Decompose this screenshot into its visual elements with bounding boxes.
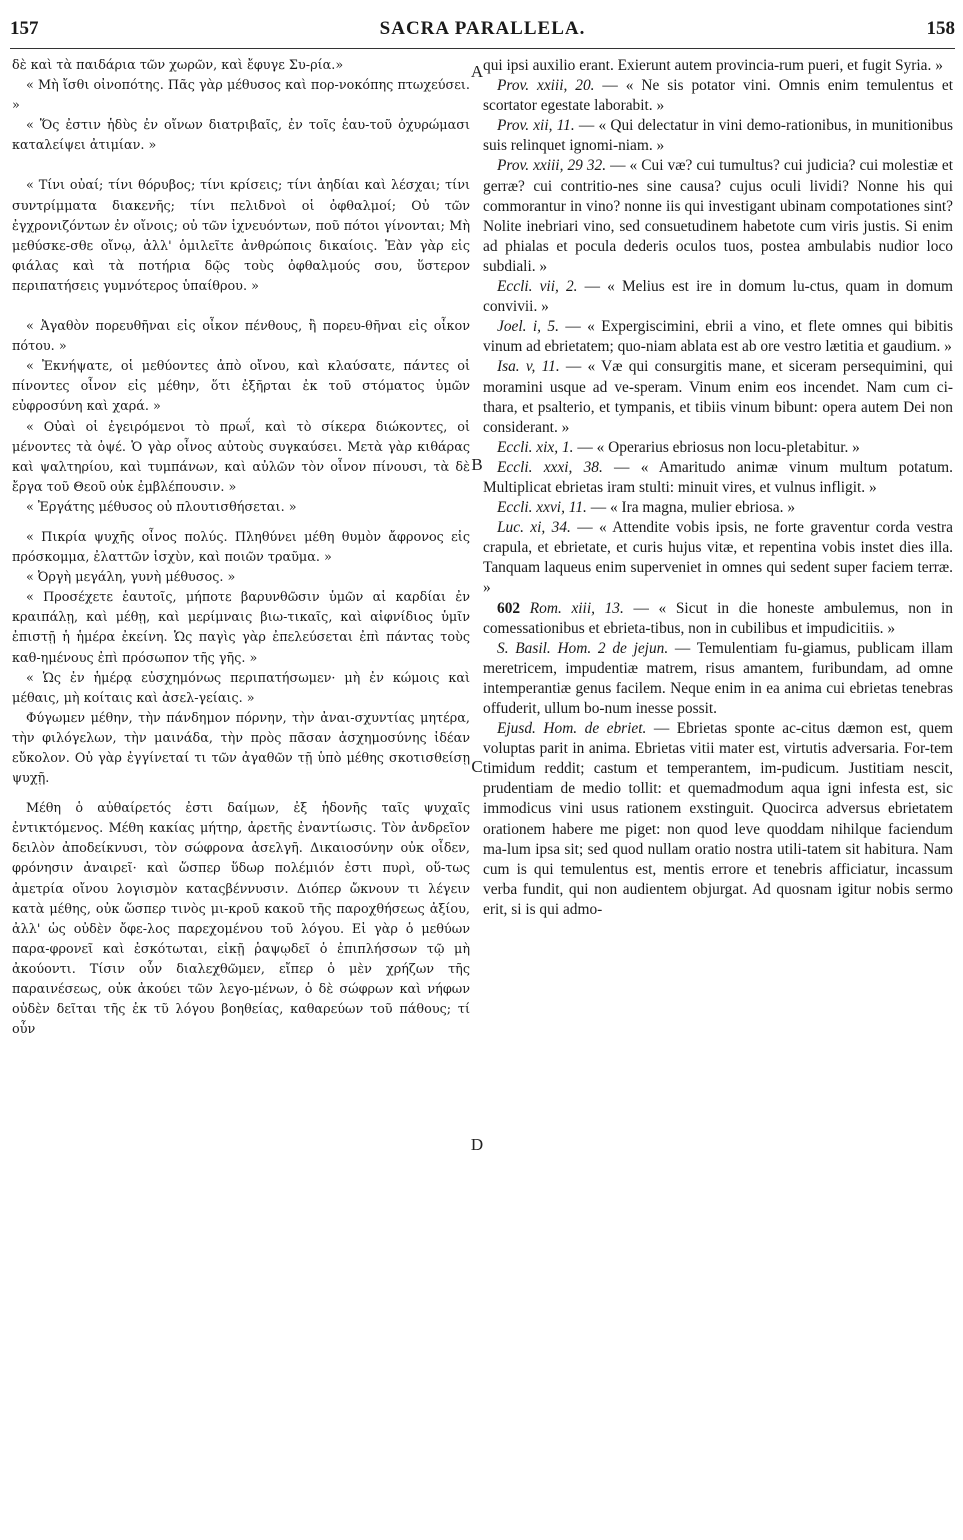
latin-paragraph: Isa. v, 11. — « Væ qui consurgitis mane, et siceram persequimini, qui moramini usque ad ve-speram. Vinum enim eos incendet. Nam cum ci-thara, et psalterio, et tympanis, et tibiis vinum bibunt: opera autem Dei non considerant. » bbox=[483, 358, 953, 436]
latin-paragraph: Ejusd. Hom. de ebriet. — Ebrietas sponte ac-citus dæmon est, quem voluptas parit in anima. Ebrietas vitii mater est, virtutis adversaria. For-tem timidum reddit; castum et temperantem, im-pudicum. Justitiam nescit, prudentiam de medio tollit: et quemadmodum aqua igni infesta est, sic immodicus vini usus rationem exstinguit. Quocirca adversus ebrietatem orationem habere me piget: non quod leve quoddam nihilque faciendum ma-lum ipsa sit; sed quod nullam oratio nostra utili-tatem sit habitura. Nam cum is qui temulentus est, mentis errore et tenebris afficiatur, incassum verba fundit, qui non audientem objurgat. Ad quosnam igitur nobis sermo erit, si is qui admo- bbox=[483, 720, 953, 918]
greek-paragraph: « Ἀγαθὸν πορευθῆναι εἰς οἶκον πένθους, ἢ πορευ-θῆναι εἰς οἶκον πότου. » bbox=[12, 319, 470, 355]
page-number-right: 158 bbox=[926, 18, 955, 39]
latin-paragraph: Eccli. xxxi, 38. — « Amaritudo animæ vinum multum potatum. Multiplicat ebrietas iram stulti: minuit vires, et vulnus infligit. » bbox=[483, 458, 953, 496]
scripture-reference: Isa. v, 11. bbox=[497, 358, 560, 376]
greek-paragraph: Φύγωμεν μέθην, τὴν πάνδημον πόρνην, τὴν ἀναι-σχυντίας μητέρα, τὴν φιλόγελων, τὴν μαινάδα, τὴν πρὸς πᾶσαν ἀσχημοσύνης ἰδέαν εὔκολον. Οὐ γὰρ ἐγγίνεταί τι τῶν ἀγαθῶν τῇ ὑπὸ μέθης σκοτισθείσῃ ψυχῇ. bbox=[12, 710, 470, 787]
greek-paragraph: « Προσέχετε ἑαυτοῖς, μήποτε βαρυνθῶσιν ὑμῶν αἱ καρδίαι ἐν κραιπάλῃ, καὶ μέθῃ, καὶ μερίμναις βιω-τικαῖς, καὶ αἰφνίδιος ὑμῖν ἐπιστῇ ἡ ἡμέρα ἐκείνη. Ὡς παγὶς γὰρ ἐπελεύσεται ἐπὶ πάντας τοὺς καθ-ημένους ἐπὶ πρόσωπον τῆς γῆς. » bbox=[12, 590, 470, 666]
column-number: 602 bbox=[497, 599, 521, 617]
greek-paragraph: « Ἐργάτης μέθυσος οὐ πλουτισθήσεται. » bbox=[26, 499, 297, 515]
scripture-reference: Prov. xii, 11. bbox=[497, 117, 575, 135]
latin-paragraph: Prov. xxiii, 20. — « Ne sis potator vini. Omnis enim temulentus et scortator egestate laborabit. » bbox=[483, 77, 953, 115]
scripture-reference: S. Basil. Hom. 2 de jejun. bbox=[497, 639, 669, 657]
scripture-reference: Eccli. vii, 2. bbox=[497, 278, 578, 296]
greek-paragraph: Μέθη ὁ αὐθαίρετός ἐστι δαίμων, ἐξ ἡδονῆς ταῖς ψυχαῖς ἐντικτόμενος. Μέθη κακίας μήτηρ, ἀρετῆς ἐναντίωσις. Τὸν ἀνδρεῖον δειλὸν ἀποδείκνυσι, τὸν σώφρονα ἀσελγῆ. Δικαιοσύνην οὐκ οἶδεν, φρόνησιν ἀναιρεῖ· καὶ ὥσπερ ὕδωρ πολέμιόν ἐστι πυρὶ, οὕ-τως ἀμετρία οἴνου λογισμὸν καταςβέννυσιν. Διόπερ ὤκνουν τι λέγειν κατὰ μέθης, οὐκ ὥσπερ τινὸς μι-κροῦ κακοῦ τῆς παροχθήσεως ἀξίου, ἀλλ' ὡς οὐδὲν ὄφε-λος παρεχομένου τοῦ λόγου. Εἰ γὰρ ὁ μεθύων παρα-φρονεῖ καὶ ἐσκότωται, εἰκῇ ῥαψῳδεῖ ὁ ἐπιπλήσσων τῷ μὴ ἀκούοντι. Τίσιν οὖν διαλεχθῶμεν, εἴπερ ὁ μὲν χρήζων τῆς παραινέσεως, οὐκ ἀκούει τῶν λεγο-μένων, ὁ δὲ σώφρων καὶ νήφων οὐδὲν δεῖται τῆς ἐκ τῦ λόγου βοηθείας, καθαρεύων τοῦ πάθους; τί οὖν bbox=[12, 801, 470, 1038]
greek-paragraph: « Ὡς ἐν ἡμέρᾳ εὐσχημόνως περιπατήσωμεν· μὴ ἐν κώμοις καὶ μέθαις, μὴ κοίταις καὶ ἀσελ-γείαις. » bbox=[12, 670, 470, 706]
greek-paragraph: « Οὐαὶ οἱ ἐγειρόμενοι τὸ πρωΐ, καὶ τὸ σίκερα διώκοντες, οἱ μένοντες τὰ ὀψέ. Ὁ γὰρ οἶνος αὐτοὺς συγκαύσει. Μετὰ γὰρ κιθάρας καὶ ψαλτηρίου, καὶ τυμπάνων, καὶ αὐλῶν τὸν οἶνον πίνουσι, τὰ δὲ ἔργα τοῦ Θεοῦ οὐκ ἐμβλέπουσιν. » bbox=[12, 419, 470, 495]
latin-paragraph: qui ipsi auxilio erant. Exierunt autem provincia-rum pueri, et fugit Syria. » bbox=[483, 57, 943, 74]
latin-column bbox=[483, 56, 953, 920]
page-number-left: 157 bbox=[10, 18, 39, 39]
margin-letter-c: C bbox=[471, 757, 483, 776]
greek-paragraph: « Πικρία ψυχῆς οἶνος πολύς. Πληθύνει μέθη θυμὸν ἄφρονος εἰς πρόσκομμα, ἐλαττῶν ἰσχὺν, καὶ ποιῶν τραῦμα. » bbox=[12, 529, 470, 566]
latin-paragraph: Joel. i, 5. — « Expergiscimini, ebrii a vino, et flete omnes qui bibitis vinum ad ebrietatem; quo-niam ablata est ab ore vestro lætitia et gaudium. » bbox=[483, 318, 953, 356]
latin-paragraph: Eccli. vii, 2. — « Melius est ire in domum lu-ctus, quam in domum convivii. » bbox=[483, 278, 954, 316]
greek-column bbox=[12, 56, 470, 1040]
scripture-reference: Prov. xxiii, 29 32. bbox=[497, 157, 607, 175]
header-rule bbox=[10, 48, 955, 49]
greek-paragraph: « Τίνι οὐαί; τίνι θόρυβος; τίνι κρίσεις; τίνι ἀηδίαι καὶ λέσχαι; τίνι συντρίμματα διακενῆς; τίνι πελιδνοὶ οἱ ὀφθαλμοί; Οὐ τῶν ἐγχρονιζόντων ἐν οἴνοις; οὐ τῶν ἰχνευόντων, ποῦ πότοι γίνονται; Μὴ μεθύσκε-σθε οἴνῳ, ἀλλ' ὁμιλεῖτε ἀνθρώποις δικαίοις. Ἐὰν γὰρ εἰς φιάλας καὶ τὰ ποτήρια δῷς τοὺς ὀφθαλμούς σου, ὕστερον περιπατήσεις γυμνότερος ὑπαίθρου. » bbox=[12, 178, 470, 294]
latin-paragraph: S. Basil. Hom. 2 de jejun. — Temulentiam fu-giamus, publicam illam meretricem, impudentiæ matrem, risus amantem, furibundam, ad omne intemperantiæ genus facilem. Neque enim in ea anima cui ebrietas tenebras offuderit, ullum bo-num inesse possit. bbox=[483, 639, 953, 717]
running-title: SACRA PARALLELA. bbox=[379, 18, 586, 39]
greek-paragraph: « Ἐκνήψατε, οἱ μεθύοντες ἀπὸ οἴνου, καὶ κλαύσατε, πάντες οἱ πίνοντες οἶνον εἰς μέθην, ὅτι ἐξῆρται ἐκ τοῦ στόματος ὑμῶν εὐφροσύνη καὶ χαρά. » bbox=[12, 359, 470, 415]
scripture-reference: Prov. xxiii, 20. bbox=[497, 77, 595, 95]
page-header bbox=[10, 18, 955, 44]
greek-paragraph: « Ὀργὴ μεγάλη, γυνὴ μέθυσος. » bbox=[26, 570, 236, 586]
greek-paragraph: δὲ καὶ τὰ παιδάρια τῶν χωρῶν, καὶ ἔφυγε Συ-ρία.» bbox=[12, 58, 344, 73]
latin-paragraph: Eccli. xxvi, 11. — « Ira magna, mulier ebriosa. » bbox=[497, 499, 796, 517]
latin-paragraph: 602 Rom. xiii, 13. — « Sicut in die honeste ambulemus, non in comessationibus et ebrieta-tibus, non in cubilibus et impudicitiis. » bbox=[483, 599, 953, 637]
greek-paragraph: « Ὅς ἐστιν ἡδὺς ἐν οἴνων διατριβαῖς, ἐν τοῖς ἑαυ-τοῦ ὀχυρώμασι καταλείψει ἀτιμίαν. » bbox=[12, 118, 470, 154]
scripture-reference: Joel. i, 5. bbox=[497, 318, 559, 336]
greek-paragraph: « Μὴ ἴσθι οἰνοπότης. Πᾶς γὰρ μέθυσος καὶ πορ-νοκόπης πτωχεύσει. » bbox=[12, 78, 470, 114]
latin-paragraph: Luc. xi, 34. — « Attendite vobis ipsis, ne forte graventur corda vestra crapula, et ebrietate, et curis hujus vitæ, et repentina vobis instet dies illa. Tanquam laqueus enim superveniet in omnes qui sedent super faciem terræ. » bbox=[483, 519, 953, 597]
scripture-reference: Luc. xi, 34. bbox=[497, 519, 571, 537]
scripture-reference: Eccli. xxvi, 11. bbox=[497, 499, 587, 517]
margin-letter-b: B bbox=[471, 455, 483, 474]
latin-paragraph: Eccli. xix, 1. — « Operarius ebriosus non locu-pletabitur. » bbox=[497, 438, 860, 456]
scripture-reference: Ejusd. Hom. de ebriet. bbox=[497, 720, 647, 738]
latin-paragraph: Prov. xxiii, 29 32. — « Cui væ? cui tumultus? cui judicia? cui molestiæ et gerræ? cui contritio-nes sine causa? cujus oculi lividi? Nonne his qui commorantur in vino? nonne iis qui investigant ubinam compotationes sint? Nolite inebriari vino, sed consuetudinem habetote cum viris justis. Si enim ad phialas et pocula dederis oculos tuos, postea ambulabis nudior loco subdiali. » bbox=[483, 157, 953, 275]
scripture-reference: Eccli. xix, 1. bbox=[497, 438, 574, 456]
margin-letter-d: D bbox=[470, 1135, 484, 1154]
scripture-reference: Rom. xiii, 13. bbox=[529, 599, 624, 617]
scripture-reference: Eccli. xxxi, 38. bbox=[497, 458, 603, 476]
latin-paragraph: Prov. xii, 11. — « Qui delectatur in vini demo-rationibus, in munitionibus suis relinquet ignomi-niam. » bbox=[483, 117, 953, 155]
margin-letter-a: A bbox=[470, 62, 484, 81]
